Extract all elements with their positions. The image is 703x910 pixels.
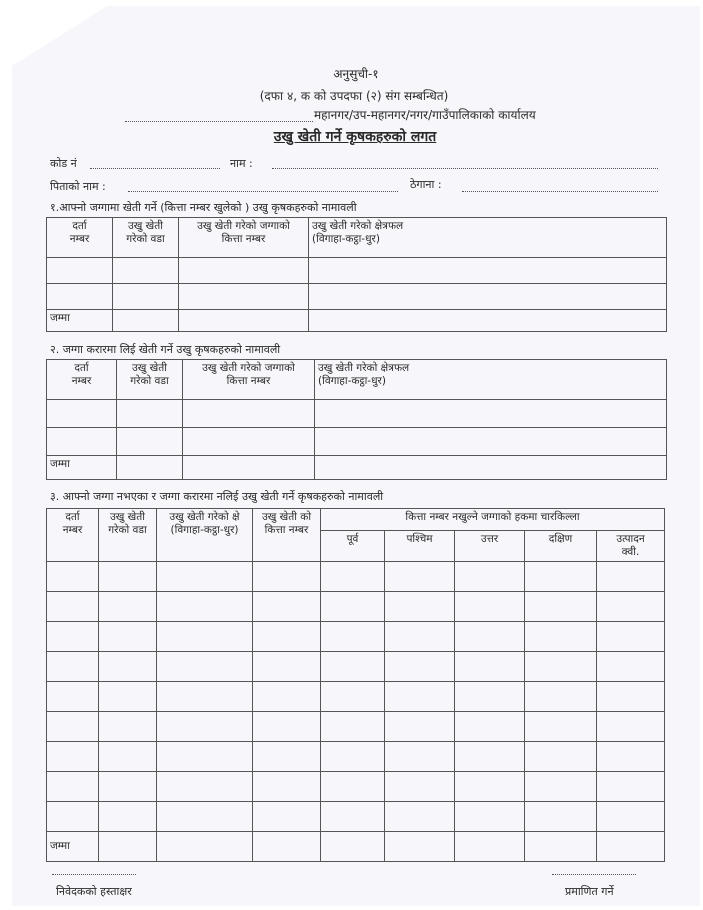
table-row bbox=[47, 428, 667, 456]
table-row bbox=[47, 712, 665, 742]
s2-header-area: उखु खेती गरेको क्षेत्रफल (विगाहा-कट्ठा-धुर) bbox=[315, 360, 667, 400]
s1-header-plot: उखु खेती गरेको जग्गाको कित्ता नम्बर bbox=[179, 218, 309, 258]
s3-header-north: उत्तर bbox=[455, 531, 525, 562]
table-row bbox=[47, 562, 665, 592]
s2-header-registration: दर्ता नम्बर bbox=[47, 360, 117, 400]
applicant-signature-label: निवेदकको हस्ताक्षर bbox=[56, 885, 132, 898]
address-label: ठेगाना : bbox=[410, 178, 442, 191]
section3-heading: ३. आफ्नो जग्गा नभएका र जग्गा करारमा नलिई उखु खेती गर्ने कृषकहरुको नामावली bbox=[50, 490, 384, 503]
table-row bbox=[47, 742, 665, 772]
s3-total-row bbox=[47, 832, 665, 862]
s3-header-registration: दर्ता नम्बर bbox=[47, 509, 99, 562]
s3-header-boundaries: कित्ता नम्बर नखुल्ने जग्गाको हकमा चारकिल्ला bbox=[321, 509, 665, 531]
address-blank bbox=[462, 191, 658, 192]
s1-header-ward: उखु खेती गरेको वडा bbox=[113, 218, 179, 258]
certifier-signature-blank bbox=[552, 874, 636, 875]
name-blank bbox=[272, 168, 658, 169]
s2-total-label: जम्मा bbox=[47, 456, 117, 480]
father-name-label: पिताको नाम : bbox=[50, 180, 106, 193]
s1-header-registration: दर्ता नम्बर bbox=[47, 218, 113, 258]
s3-header-west: पश्चिम bbox=[385, 531, 455, 562]
schedule-label: अनुसुची-१ bbox=[333, 67, 379, 81]
s3-header-ward: उखु खेती गरेको वडा bbox=[99, 509, 157, 562]
s1-header-area: उखु खेती गरेको क्षेत्रफल (विगाहा-कट्ठा-धुर) bbox=[309, 218, 667, 258]
table-row bbox=[47, 592, 665, 622]
s2-header-plot: उखु खेती गरेको जग्गाको कित्ता नम्बर bbox=[183, 360, 315, 400]
table-row bbox=[47, 682, 665, 712]
form-title: उखु खेती गर्ने कृषकहरुको लगत bbox=[273, 129, 437, 145]
table-row bbox=[47, 652, 665, 682]
s3-header-plot: उखु खेती को कित्ता नम्बर bbox=[253, 509, 321, 562]
table-row bbox=[47, 400, 667, 428]
section3-table bbox=[46, 508, 665, 862]
table-row bbox=[47, 802, 665, 832]
s3-header-east: पूर्व bbox=[321, 531, 385, 562]
father-name-blank bbox=[128, 191, 398, 192]
table-row bbox=[47, 284, 667, 310]
s3-header-south: दक्षिण bbox=[525, 531, 597, 562]
s1-total-row bbox=[47, 310, 667, 332]
section2-table bbox=[46, 359, 667, 480]
code-label: कोड नं bbox=[50, 157, 77, 170]
s3-header-production: उत्पादन क्वी. bbox=[597, 531, 665, 562]
s2-total-row bbox=[47, 456, 667, 480]
office-name-blank bbox=[125, 121, 313, 122]
s1-total-label: जम्मा bbox=[47, 310, 113, 332]
reference-line: (दफा ४, क को उपदफा (२) संग सम्बन्धित) bbox=[259, 89, 449, 103]
certified-by-label: प्रमाणित गर्ने bbox=[565, 885, 614, 898]
table-row bbox=[47, 258, 667, 284]
table-row bbox=[47, 622, 665, 652]
section1-heading: १.आफ्नो जग्गामा खेती गर्ने (कित्ता नम्बर खुलेको ) उखु कृषकहरुको नामावली bbox=[50, 201, 357, 214]
code-blank bbox=[90, 168, 220, 169]
table-row bbox=[47, 772, 665, 802]
s3-header-area: उखु खेती गरेको क्षे (विगाहा-कट्ठा-धुर) bbox=[157, 509, 253, 562]
office-line: महानगर/उप-महानगर/नगर/गाउँपालिकाको कार्यालय bbox=[314, 108, 536, 122]
s2-header-ward: उखु खेती गरेको वडा bbox=[117, 360, 183, 400]
name-label: नाम : bbox=[230, 157, 253, 170]
section2-heading: २. जग्गा करारमा लिई खेती गर्ने उखु कृषकहरुको नामावली bbox=[50, 343, 281, 356]
s3-total-label: जम्मा bbox=[47, 832, 99, 862]
section1-table bbox=[46, 217, 667, 332]
applicant-signature-blank bbox=[52, 874, 136, 875]
